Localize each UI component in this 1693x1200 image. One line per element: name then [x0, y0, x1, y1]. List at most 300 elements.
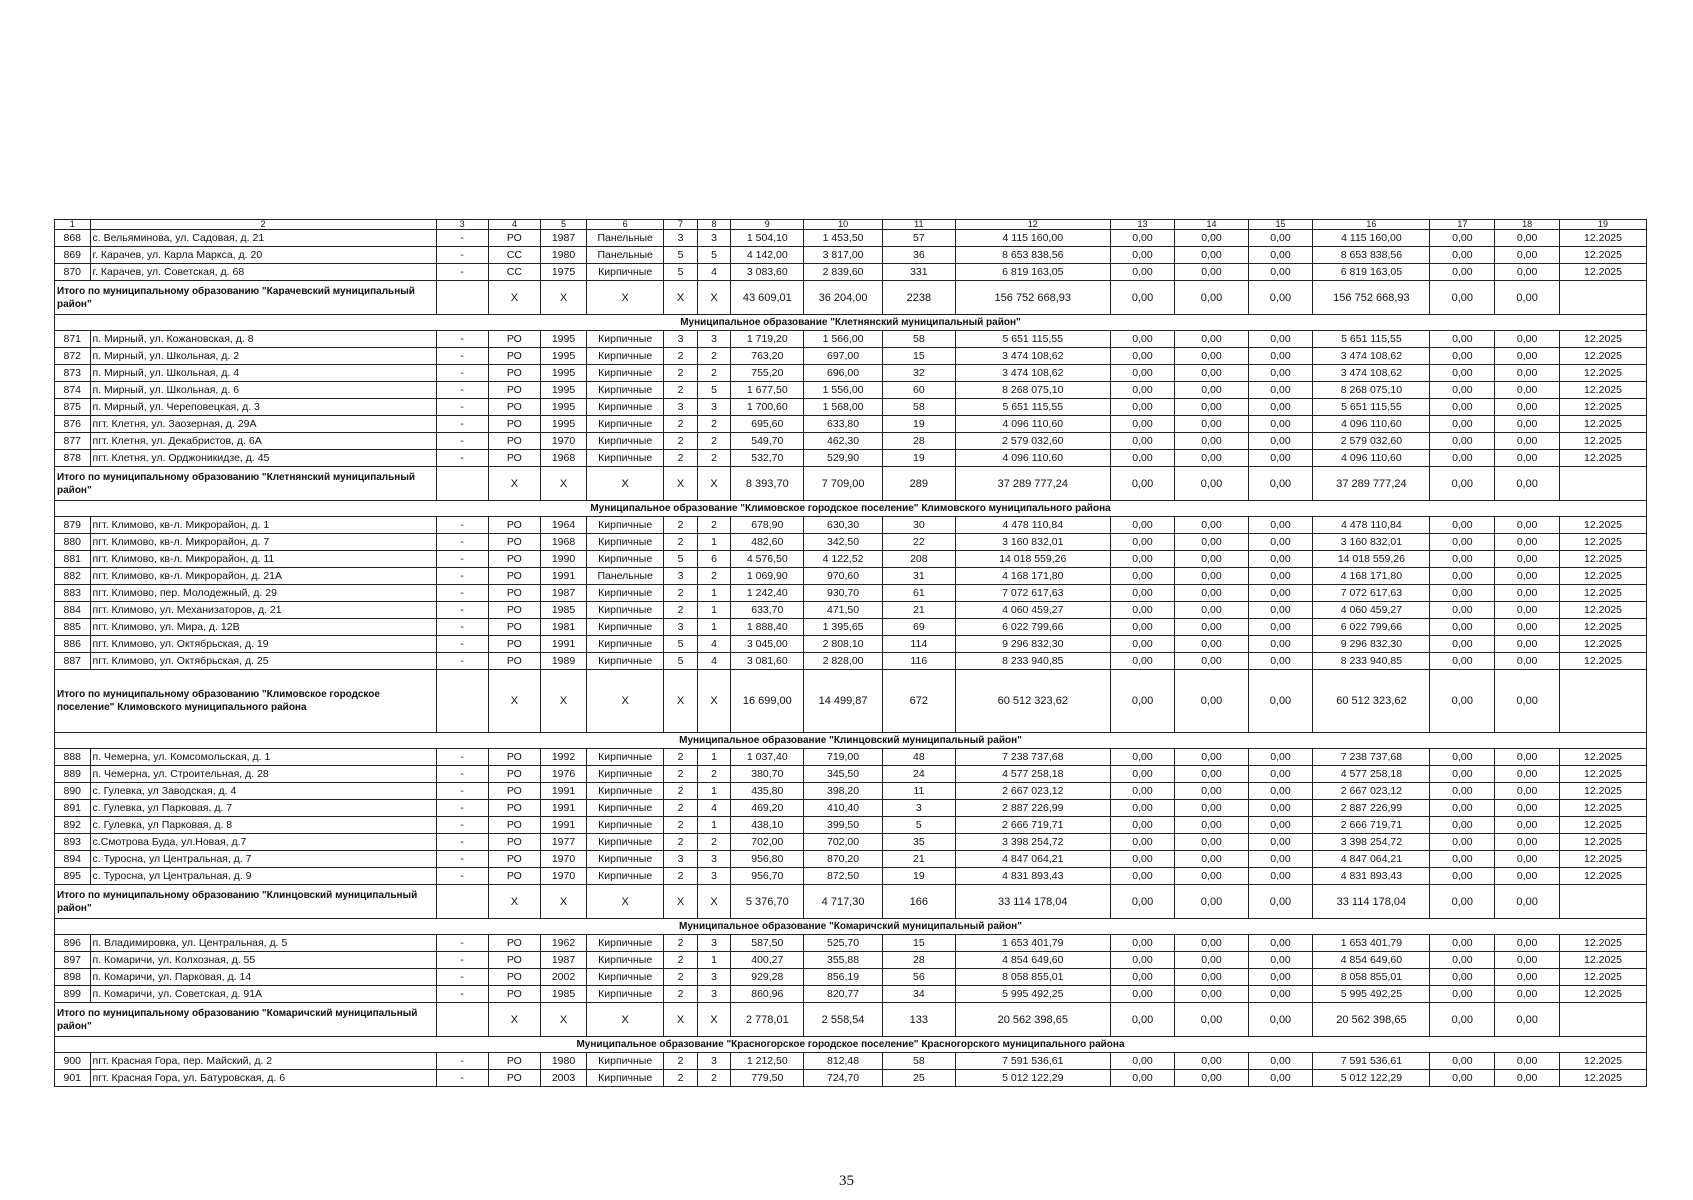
address-cell: пгт. Красная Гора, пер. Майский, д. 2: [90, 1053, 436, 1070]
table-cell: РО: [488, 986, 540, 1003]
table-cell: 1 653 401,79: [955, 935, 1110, 952]
table-cell: 0,00: [1248, 834, 1313, 851]
section-title: Муниципальное образование "Комаричский муниципальный район": [55, 919, 1647, 935]
table-cell: 3: [664, 399, 697, 416]
table-cell: 755,20: [731, 365, 804, 382]
total-cell: 0,00: [1175, 281, 1248, 315]
total-label: Итого по муниципальному образованию "Клинцовский муниципальный район": [55, 885, 437, 919]
table-cell: 0,00: [1175, 766, 1248, 783]
total-cell: X: [541, 281, 587, 315]
table-cell: 5: [697, 382, 730, 399]
table-cell: 3: [664, 851, 697, 868]
total-cell: X: [488, 467, 540, 501]
table-cell: Кирпичные: [587, 868, 664, 885]
table-cell: -: [436, 1070, 488, 1087]
total-cell: X: [541, 1003, 587, 1037]
table-cell: 1991: [541, 817, 587, 834]
table-cell: 15: [882, 935, 955, 952]
table-cell: 208: [882, 551, 955, 568]
table-cell: Кирпичные: [587, 551, 664, 568]
table-cell: 633,70: [731, 602, 804, 619]
table-cell: 0,00: [1175, 585, 1248, 602]
table-cell: 4 142,00: [731, 247, 804, 264]
table-cell: 0,00: [1110, 365, 1175, 382]
table-cell: 897: [55, 952, 91, 969]
table-cell: Кирпичные: [587, 952, 664, 969]
table-cell: 2: [664, 1053, 697, 1070]
table-cell: 36: [882, 247, 955, 264]
table-cell: 12.2025: [1560, 247, 1647, 264]
table-cell: 1977: [541, 834, 587, 851]
table-cell: 0,00: [1248, 619, 1313, 636]
table-cell: 58: [882, 1053, 955, 1070]
table-cell: 0,00: [1175, 969, 1248, 986]
address-cell: пгт. Климово, ул. Октябрьская, д. 25: [90, 653, 436, 670]
total-cell: 0,00: [1248, 1003, 1313, 1037]
table-cell: 12.2025: [1560, 534, 1647, 551]
table-cell: -: [436, 517, 488, 534]
table-cell: 0,00: [1495, 952, 1560, 969]
table-cell: РО: [488, 399, 540, 416]
table-cell: 0,00: [1110, 1070, 1175, 1087]
table-cell: 0,00: [1430, 348, 1495, 365]
table-cell: -: [436, 433, 488, 450]
table-cell: 0,00: [1175, 619, 1248, 636]
table-cell: Кирпичные: [587, 800, 664, 817]
table-cell: 876: [55, 416, 91, 433]
table-cell: РО: [488, 636, 540, 653]
table-cell: 471,50: [804, 602, 882, 619]
table-cell: 4 478 110,84: [1313, 517, 1430, 534]
column-number-cell: 8: [697, 220, 730, 230]
table-cell: 4 168 171,80: [1313, 568, 1430, 585]
table-cell: 0,00: [1430, 636, 1495, 653]
table-cell: 1 504,10: [731, 230, 804, 247]
table-row: [55, 935, 1647, 952]
total-cell: X: [587, 467, 664, 501]
table-cell: 4 831 893,43: [1313, 868, 1430, 885]
table-cell: Кирпичные: [587, 534, 664, 551]
table-cell: 0,00: [1495, 247, 1560, 264]
table-cell: 1987: [541, 952, 587, 969]
table-cell: -: [436, 766, 488, 783]
table-row: [55, 749, 1647, 766]
total-cell: 289: [882, 467, 955, 501]
table-cell: 3: [697, 868, 730, 885]
total-cell: 0,00: [1175, 670, 1248, 733]
address-cell: с. Туросна, ул Центральная, д. 7: [90, 851, 436, 868]
table-cell: 7 238 737,68: [955, 749, 1110, 766]
table-cell: 12.2025: [1560, 399, 1647, 416]
table-cell: 0,00: [1110, 952, 1175, 969]
total-cell: X: [488, 281, 540, 315]
table-cell: 0,00: [1175, 834, 1248, 851]
table-cell: 702,00: [804, 834, 882, 851]
total-cell: X: [697, 281, 730, 315]
total-cell: 0,00: [1248, 885, 1313, 919]
table-cell: -: [436, 399, 488, 416]
address-cell: с. Вельяминова, ул. Садовая, д. 21: [90, 230, 436, 247]
table-cell: 1991: [541, 636, 587, 653]
table-cell: 12.2025: [1560, 834, 1647, 851]
table-cell: 4 096 110,60: [1313, 450, 1430, 467]
table-cell: 0,00: [1495, 551, 1560, 568]
table-cell: 872: [55, 348, 91, 365]
table-cell: 0,00: [1430, 935, 1495, 952]
table-row: [55, 1070, 1647, 1087]
address-cell: пгт. Климово, кв-л. Микрорайон, д. 7: [90, 534, 436, 551]
column-number-cell: 1: [55, 220, 91, 230]
table-cell: 1968: [541, 450, 587, 467]
table-cell: 0,00: [1175, 247, 1248, 264]
table-cell: 856,19: [804, 969, 882, 986]
table-cell: Кирпичные: [587, 817, 664, 834]
table-cell: 2 579 032,60: [955, 433, 1110, 450]
table-cell: 5 651 115,55: [955, 399, 1110, 416]
total-cell: 33 114 178,04: [1313, 885, 1430, 919]
table-cell: РО: [488, 348, 540, 365]
table-cell: 0,00: [1248, 348, 1313, 365]
column-number-cell: 9: [731, 220, 804, 230]
table-cell: -: [436, 551, 488, 568]
table-cell: 3: [664, 331, 697, 348]
table-cell: 0,00: [1175, 416, 1248, 433]
total-cell: [1560, 281, 1647, 315]
table-cell: 0,00: [1110, 551, 1175, 568]
table-cell: -: [436, 602, 488, 619]
column-number-cell: 4: [488, 220, 540, 230]
total-cell: 166: [882, 885, 955, 919]
address-cell: пгт. Климово, ул. Мира, д. 12В: [90, 619, 436, 636]
table-cell: 0,00: [1248, 399, 1313, 416]
table-cell: 2: [697, 416, 730, 433]
table-row: [55, 331, 1647, 348]
table-cell: 2: [664, 749, 697, 766]
table-cell: 8 653 838,56: [1313, 247, 1430, 264]
total-cell: 0,00: [1110, 281, 1175, 315]
table-cell: 438,10: [731, 817, 804, 834]
table-cell: 0,00: [1495, 636, 1560, 653]
table-cell: 3 160 832,01: [1313, 534, 1430, 551]
table-cell: 380,70: [731, 766, 804, 783]
table-cell: 12.2025: [1560, 952, 1647, 969]
total-cell: X: [664, 885, 697, 919]
table-cell: 0,00: [1495, 230, 1560, 247]
table-cell: 0,00: [1175, 851, 1248, 868]
table-cell: 1995: [541, 365, 587, 382]
column-number-cell: 3: [436, 220, 488, 230]
table-cell: 2: [664, 517, 697, 534]
table-cell: 0,00: [1430, 800, 1495, 817]
table-cell: 884: [55, 602, 91, 619]
table-cell: 0,00: [1248, 365, 1313, 382]
table-cell: 8 653 838,56: [955, 247, 1110, 264]
table-cell: 0,00: [1430, 1070, 1495, 1087]
table-cell: 2: [664, 834, 697, 851]
table-cell: РО: [488, 868, 540, 885]
total-cell: [1560, 670, 1647, 733]
table-cell: 19: [882, 450, 955, 467]
table-cell: Кирпичные: [587, 969, 664, 986]
address-cell: г. Карачев, ул. Советская, д. 68: [90, 264, 436, 281]
table-cell: 1 888,40: [731, 619, 804, 636]
table-cell: 0,00: [1430, 817, 1495, 834]
table-cell: -: [436, 952, 488, 969]
table-cell: 2: [664, 450, 697, 467]
table-cell: 0,00: [1495, 416, 1560, 433]
table-row: [55, 348, 1647, 365]
table-cell: 0,00: [1110, 834, 1175, 851]
total-cell: 156 752 668,93: [1313, 281, 1430, 315]
table-row: [55, 264, 1647, 281]
total-cell: 0,00: [1175, 885, 1248, 919]
address-cell: пгт. Клетня, ул. Орджоникидзе, д. 45: [90, 450, 436, 467]
table-cell: 30: [882, 517, 955, 534]
table-cell: 894: [55, 851, 91, 868]
table-cell: 0,00: [1110, 851, 1175, 868]
table-cell: 2002: [541, 969, 587, 986]
table-cell: 2: [664, 952, 697, 969]
table-cell: 956,80: [731, 851, 804, 868]
table-cell: 3 083,60: [731, 264, 804, 281]
table-cell: 0,00: [1110, 783, 1175, 800]
table-cell: 5: [697, 247, 730, 264]
table-cell: 0,00: [1495, 783, 1560, 800]
total-cell: 37 289 777,24: [955, 467, 1110, 501]
total-cell: X: [664, 467, 697, 501]
table-cell: 0,00: [1248, 868, 1313, 885]
total-cell: X: [541, 885, 587, 919]
address-cell: п. Чемерна, ул. Строительная, д. 28: [90, 766, 436, 783]
total-label: Итого по муниципальному образованию "Карачевский муниципальный район": [55, 281, 437, 315]
table-cell: 3: [697, 230, 730, 247]
table-cell: РО: [488, 230, 540, 247]
table-cell: 1: [697, 602, 730, 619]
table-row: [55, 517, 1647, 534]
total-cell: 672: [882, 670, 955, 733]
table-cell: 0,00: [1248, 851, 1313, 868]
table-cell: 12.2025: [1560, 619, 1647, 636]
table-cell: 8 268 075,10: [1313, 382, 1430, 399]
table-cell: 355,88: [804, 952, 882, 969]
table-cell: 0,00: [1175, 952, 1248, 969]
table-cell: 0,00: [1430, 834, 1495, 851]
table-cell: 0,00: [1175, 264, 1248, 281]
table-cell: 15: [882, 348, 955, 365]
table-cell: 0,00: [1495, 365, 1560, 382]
table-cell: 1 395,65: [804, 619, 882, 636]
total-cell: 0,00: [1110, 670, 1175, 733]
table-cell: 0,00: [1110, 348, 1175, 365]
total-cell: 0,00: [1248, 281, 1313, 315]
table-cell: 930,70: [804, 585, 882, 602]
total-cell: X: [541, 670, 587, 733]
table-cell: 5 995 492,25: [1313, 986, 1430, 1003]
table-cell: 2: [664, 800, 697, 817]
table-cell: 1 069,90: [731, 568, 804, 585]
table-cell: 56: [882, 969, 955, 986]
table-cell: 12.2025: [1560, 1053, 1647, 1070]
table-row: [55, 585, 1647, 602]
table-cell: 0,00: [1430, 851, 1495, 868]
table-cell: 630,30: [804, 517, 882, 534]
table-cell: 0,00: [1110, 619, 1175, 636]
total-cell: 60 512 323,62: [955, 670, 1110, 733]
table-cell: Кирпичные: [587, 851, 664, 868]
table-row: [55, 450, 1647, 467]
column-number-cell: 2: [90, 220, 436, 230]
table-cell: 31: [882, 568, 955, 585]
table-cell: 8 233 940,85: [1313, 653, 1430, 670]
table-cell: 532,70: [731, 450, 804, 467]
table-cell: 0,00: [1248, 986, 1313, 1003]
table-cell: 0,00: [1248, 1070, 1313, 1087]
table-cell: 869: [55, 247, 91, 264]
total-row: [55, 281, 1647, 315]
table-cell: Кирпичные: [587, 749, 664, 766]
table-cell: 812,48: [804, 1053, 882, 1070]
total-cell: 0,00: [1495, 670, 1560, 733]
table-cell: 48: [882, 749, 955, 766]
table-cell: 2: [697, 517, 730, 534]
table-cell: Кирпичные: [587, 433, 664, 450]
table-cell: 3 398 254,72: [1313, 834, 1430, 851]
address-cell: п. Мирный, ул. Школьная, д. 4: [90, 365, 436, 382]
table-cell: 60: [882, 382, 955, 399]
table-cell: 4: [697, 264, 730, 281]
table-cell: Кирпичные: [587, 399, 664, 416]
table-cell: 2: [664, 817, 697, 834]
table-row: [55, 653, 1647, 670]
table-cell: 2: [664, 1070, 697, 1087]
table-cell: 3 160 832,01: [955, 534, 1110, 551]
table-cell: 0,00: [1430, 568, 1495, 585]
table-cell: 1995: [541, 348, 587, 365]
table-cell: -: [436, 986, 488, 1003]
table-cell: 970,60: [804, 568, 882, 585]
table-cell: 0,00: [1430, 766, 1495, 783]
table-cell: -: [436, 817, 488, 834]
table-cell: 19: [882, 868, 955, 885]
table-cell: -: [436, 534, 488, 551]
table-cell: 21: [882, 851, 955, 868]
table-cell: 8 233 940,85: [955, 653, 1110, 670]
table-cell: 12.2025: [1560, 264, 1647, 281]
table-cell: 1991: [541, 568, 587, 585]
table-cell: 12.2025: [1560, 851, 1647, 868]
table-cell: 3 474 108,62: [1313, 348, 1430, 365]
table-cell: 1981: [541, 619, 587, 636]
total-cell: 0,00: [1110, 885, 1175, 919]
table-cell: 0,00: [1110, 653, 1175, 670]
table-cell: 0,00: [1495, 433, 1560, 450]
table-cell: 0,00: [1175, 1053, 1248, 1070]
table-cell: 9 296 832,30: [1313, 636, 1430, 653]
section-title-row: [55, 315, 1647, 331]
table-cell: 0,00: [1430, 749, 1495, 766]
table-cell: 4 122,52: [804, 551, 882, 568]
table-cell: 7 591 536,61: [955, 1053, 1110, 1070]
address-cell: пгт. Климово, ул. Октябрьская, д. 19: [90, 636, 436, 653]
table-cell: РО: [488, 935, 540, 952]
section-title-row: [55, 1037, 1647, 1053]
table-cell: 4 115 160,00: [955, 230, 1110, 247]
table-cell: 4 831 893,43: [955, 868, 1110, 885]
table-cell: 0,00: [1430, 433, 1495, 450]
column-number-row: [55, 220, 1647, 230]
table-cell: 0,00: [1248, 264, 1313, 281]
table-cell: 2: [664, 433, 697, 450]
table-cell: 342,50: [804, 534, 882, 551]
table-row: [55, 986, 1647, 1003]
table-cell: Кирпичные: [587, 382, 664, 399]
table-cell: 12.2025: [1560, 653, 1647, 670]
table-cell: 0,00: [1430, 952, 1495, 969]
table-row: [55, 619, 1647, 636]
total-cell: [1560, 467, 1647, 501]
table-cell: 12.2025: [1560, 517, 1647, 534]
table-cell: 2 667 023,12: [1313, 783, 1430, 800]
table-cell: 0,00: [1430, 517, 1495, 534]
table-cell: 2: [697, 348, 730, 365]
table-cell: 885: [55, 619, 91, 636]
table-cell: 398,20: [804, 783, 882, 800]
table-cell: 678,90: [731, 517, 804, 534]
address-cell: п. Мирный, ул. Череповецкая, д. 3: [90, 399, 436, 416]
column-number-cell: 14: [1175, 220, 1248, 230]
total-cell: 8 393,70: [731, 467, 804, 501]
table-cell: РО: [488, 1053, 540, 1070]
table-cell: 3: [697, 969, 730, 986]
table-cell: 0,00: [1495, 534, 1560, 551]
table-cell: 1985: [541, 602, 587, 619]
table-cell: РО: [488, 969, 540, 986]
table-cell: 3 817,00: [804, 247, 882, 264]
table-cell: 469,20: [731, 800, 804, 817]
table-cell: 0,00: [1110, 230, 1175, 247]
table-cell: 6 022 799,66: [955, 619, 1110, 636]
table-cell: 0,00: [1175, 450, 1248, 467]
table-cell: 12.2025: [1560, 1070, 1647, 1087]
table-cell: 870,20: [804, 851, 882, 868]
section-title: Муниципальное образование "Клетнянский муниципальный район": [55, 315, 1647, 331]
table-cell: 5: [882, 817, 955, 834]
table-cell: 0,00: [1110, 382, 1175, 399]
table-cell: 0,00: [1175, 348, 1248, 365]
table-cell: 12.2025: [1560, 749, 1647, 766]
table-cell: 345,50: [804, 766, 882, 783]
table-cell: 399,50: [804, 817, 882, 834]
table-cell: 0,00: [1430, 969, 1495, 986]
address-cell: пгт. Красная Гора, ул. Батуровская, д. 6: [90, 1070, 436, 1087]
table-cell: 868: [55, 230, 91, 247]
table-cell: 1970: [541, 868, 587, 885]
total-cell: X: [488, 885, 540, 919]
column-number-cell: 19: [1560, 220, 1647, 230]
table-body: [55, 220, 1647, 1087]
table-cell: 32: [882, 365, 955, 382]
table-cell: 0,00: [1175, 551, 1248, 568]
table-cell: 0,00: [1110, 585, 1175, 602]
table-cell: 0,00: [1430, 382, 1495, 399]
table-cell: 763,20: [731, 348, 804, 365]
table-cell: 0,00: [1248, 636, 1313, 653]
table-cell: 697,00: [804, 348, 882, 365]
column-number-cell: 18: [1495, 220, 1560, 230]
table-cell: -: [436, 800, 488, 817]
table-cell: 58: [882, 331, 955, 348]
table-cell: 0,00: [1495, 517, 1560, 534]
